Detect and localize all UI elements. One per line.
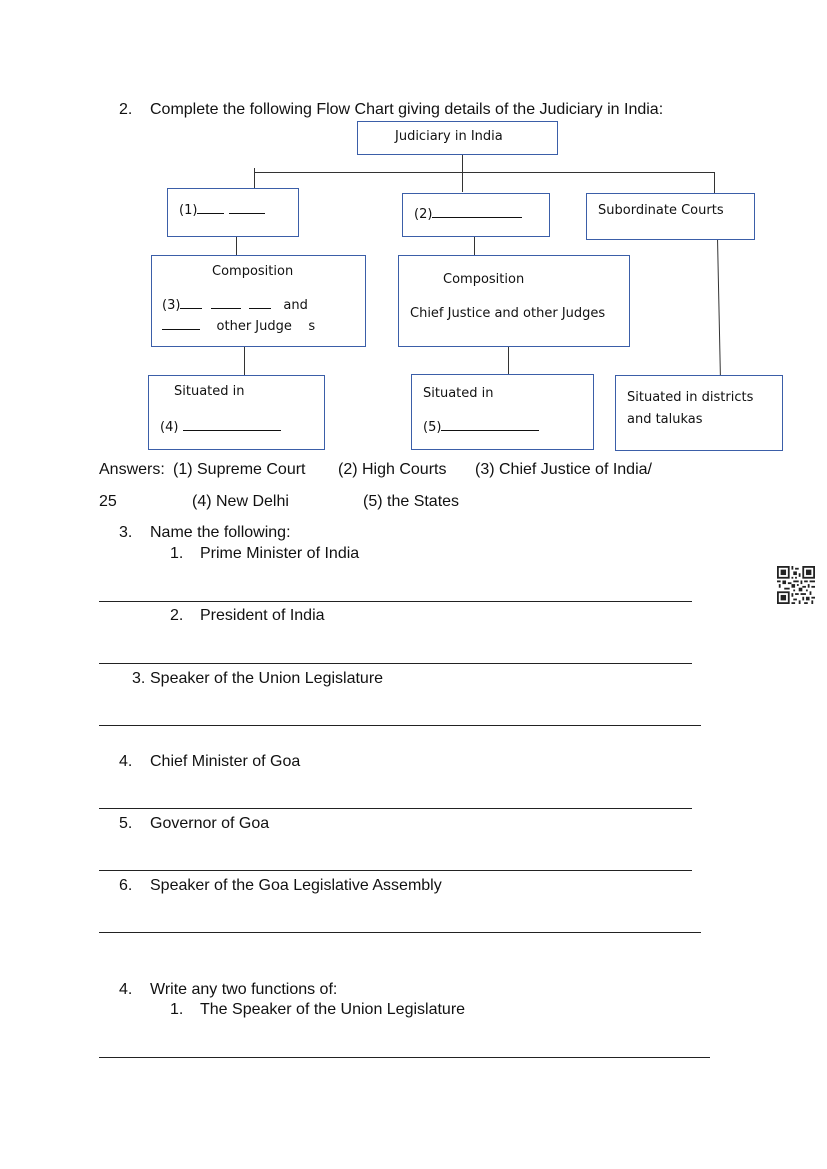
- sit2-fill-blank[interactable]: [423, 418, 539, 436]
- connector-box1-comp1: [236, 236, 237, 256]
- answer-5: (5) the States: [363, 493, 460, 510]
- comp1-title: Composition: [212, 264, 294, 279]
- flowchart-situated-2: [411, 374, 594, 450]
- q3-number: 3.: [119, 524, 133, 541]
- connector-box3-sit3: [717, 238, 721, 376]
- connector-to-box1: [254, 168, 255, 188]
- comp1-suffix: s: [308, 319, 316, 334]
- comp2-text: Chief Justice and other Judges: [410, 306, 606, 321]
- box1-label: (1): [179, 203, 198, 218]
- flowchart-root-label: Judiciary in India: [395, 129, 503, 144]
- answer-1: (1) Supreme Court: [173, 461, 306, 478]
- q4-item-1-number: 1.: [170, 1001, 184, 1018]
- answer-2: (2) High Courts: [338, 461, 447, 478]
- connector-to-box3: [714, 172, 715, 193]
- sit1-label: (4): [160, 420, 179, 435]
- answer-4: (4) New Delhi: [192, 493, 289, 510]
- flowchart-situated-3: [615, 375, 783, 451]
- box1-fill-blank[interactable]: [179, 201, 265, 219]
- answer-3-continued: 25: [99, 493, 117, 510]
- q4-text: Write any two functions of:: [150, 981, 338, 998]
- answer-line-q3-4[interactable]: [99, 808, 692, 809]
- answer-line-q3-2[interactable]: [99, 663, 692, 664]
- q3-item-5-text: Governor of Goa: [150, 815, 270, 832]
- connector-comp1-sit1: [244, 346, 245, 376]
- q3-item-1-text: Prime Minister of India: [200, 545, 360, 562]
- q3-item-3-number: 3.: [132, 670, 146, 687]
- flowchart-box-1: [167, 188, 299, 237]
- answer-line-q3-3[interactable]: [99, 725, 701, 726]
- q3-item-3-text: Speaker of the Union Legislature: [150, 670, 384, 687]
- answer-line-q3-1[interactable]: [99, 601, 692, 602]
- q2-text: Complete the following Flow Chart giving details of the Judiciary in India:: [150, 101, 664, 118]
- q4-number: 4.: [119, 981, 133, 998]
- flowchart-box-2: [402, 193, 550, 237]
- q4-item-1-text: The Speaker of the Union Legislature: [200, 1001, 466, 1018]
- flowchart-situated-1: [148, 375, 325, 450]
- sit3-line1: Situated in districts: [627, 390, 754, 405]
- q3-item-2-text: President of India: [200, 607, 325, 624]
- flowchart-composition-2: [398, 255, 630, 347]
- q3-text: Name the following:: [150, 524, 291, 541]
- box2-fill-blank[interactable]: [414, 205, 522, 223]
- connector-comp2-sit2: [508, 346, 509, 376]
- connector-root-down: [462, 154, 463, 192]
- q3-item-5-number: 5.: [119, 815, 133, 832]
- answer-line-q4-1[interactable]: [99, 1057, 710, 1058]
- sit1-title: Situated in: [174, 384, 245, 399]
- q3-item-6-text: Speaker of the Goa Legislative Assembly: [150, 877, 442, 894]
- connector-box2-comp2: [474, 236, 475, 256]
- q3-item-2-number: 2.: [170, 607, 184, 624]
- q3-item-4-text: Chief Minister of Goa: [150, 753, 301, 770]
- flowchart-root-box: [357, 121, 558, 155]
- answers-label: Answers:: [99, 461, 165, 478]
- q3-item-4-number: 4.: [119, 753, 133, 770]
- q2-number: 2.: [119, 101, 133, 118]
- q3-item-6-number: 6.: [119, 877, 133, 894]
- comp1-line1[interactable]: [162, 296, 308, 314]
- comp1-other-judges: other Judge: [216, 319, 292, 334]
- answer-3: (3) Chief Justice of India/: [475, 461, 652, 478]
- comp1-line1-prefix: (3): [162, 298, 181, 313]
- answer-line-q3-5[interactable]: [99, 870, 692, 871]
- comp1-line2[interactable]: [162, 317, 315, 335]
- box2-label: (2): [414, 207, 433, 222]
- qr-code-icon: [777, 566, 815, 604]
- flowchart-composition-1: [151, 255, 366, 347]
- q3-item-1-number: 1.: [170, 545, 184, 562]
- comp1-and: and: [283, 298, 308, 313]
- connector-horizontal: [254, 172, 715, 173]
- sit1-fill-blank[interactable]: [160, 418, 281, 436]
- answer-line-q3-6[interactable]: [99, 932, 701, 933]
- sit2-title: Situated in: [423, 386, 494, 401]
- flowchart-box-3: [586, 193, 755, 240]
- sit3-line2: and talukas: [627, 412, 703, 427]
- comp2-title: Composition: [443, 272, 525, 287]
- sit2-label: (5): [423, 420, 442, 435]
- box3-label: Subordinate Courts: [598, 203, 724, 218]
